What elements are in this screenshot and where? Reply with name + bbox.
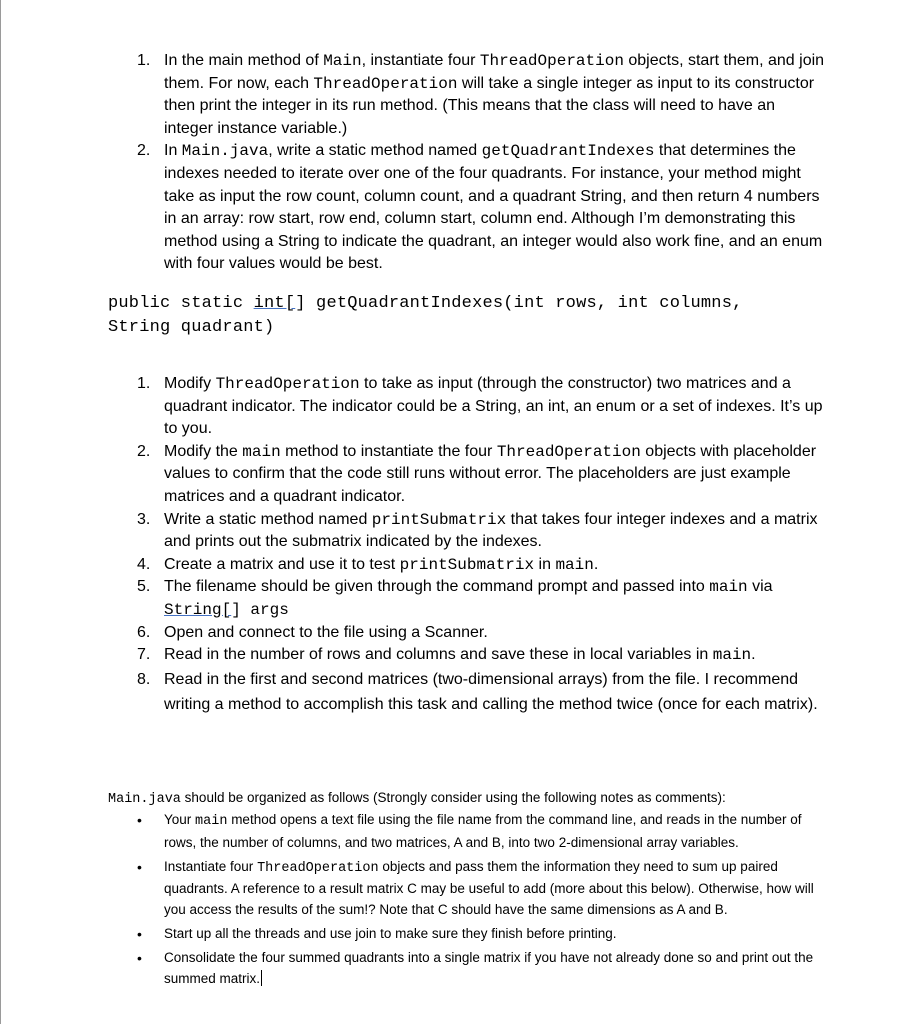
bullet-list (137, 810, 817, 992)
list-item: 3. Write a static method named printSubmatrix that takes four integer indexes and a matrix and prints out the submatrix indicated by the indexes. (137, 510, 818, 551)
list-item: 4. Create a matrix and use it to test printSubmatrix in main. (137, 555, 599, 574)
organization-intro: Main.java should be organized as follows (Strongly consider using the following notes as comments): (108, 790, 726, 807)
list-item: • Start up all the threads and use join to make sure they finish before printing. (137, 924, 817, 945)
text-cursor[interactable] (261, 970, 262, 986)
list-item: 6. Open and connect to the file using a Scanner. (137, 623, 488, 641)
page-left-edge (0, 0, 1, 1024)
bullet-icon: • (137, 858, 142, 875)
list-item: • Your main method opens a text file using the file name from the command line, and reads in the number of rows, the number of columns, and two matrices, A and B, into two 2-dimensional array variables. (137, 812, 802, 850)
bullet-icon: • (137, 949, 142, 966)
list-item: 2. In Main.java, write a static method named getQuadrantIndexes that determines the indexes needed to iterate over one of the four quadrants. For instance, your method might take as input the row count, column count, and a quadrant String, and then return 4 numbers in an array: row start, row end, column start, column end. Although I’m demonstrating this method using a String to indicate the quadrant, an integer would also work fine, and an enum with four values would be best. (137, 142, 823, 273)
list-item: 2. Modify the main method to instantiate the four ThreadOperation objects with placeholder values to confirm that the code still runs without error. The placeholders are just example matrices and a quadrant indicator. (137, 442, 817, 505)
list-item: 1. In the main method of Main, instantiate four ThreadOperation objects, start them, and join them. For now, each ThreadOperation will take a single integer as input to its constructor then print the integer in its run method. (This means that the class will need to have an integer instance variable.) (137, 52, 825, 137)
list-item: 7. Read in the number of rows and columns and save these in local variables in main. (137, 646, 756, 665)
list-item: 1. Modify ThreadOperation to take as input (through the constructor) two matrices and a quadrant indicator. The indicator could be a String, an int, an enum or a set of indexes. It’s up to you. (137, 375, 823, 438)
list-item: 5. The filename should be given through the command prompt and passed into main via String[] args (137, 578, 773, 619)
method-signature-code: public static int[] getQuadrantIndexes(int rows, int columns, String quadrant) (108, 294, 743, 337)
numbered-list-part-2 (137, 373, 827, 717)
numbered-list-part-1 (137, 50, 827, 276)
list-item: • Instantiate four ThreadOperation objects and pass them the information they need to sum up paired quadrants. A reference to a result matrix C may be useful to add (more about this below). Otherwise, how will you access the results of the sum!? Note that C should have the same dimensions as A and B. (137, 858, 814, 918)
list-item: • Consolidate the four summed quadrants into a single matrix if you have not already done so and print out the summed matrix. (137, 949, 814, 986)
bullet-icon: • (137, 812, 142, 828)
list-item: 8. Read in the first and second matrices (two-dimensional arrays) from the file. I recommend writing a method to accomplish this task and calling the method twice (once for each matrix). (137, 670, 818, 713)
bullet-icon: • (137, 925, 142, 942)
